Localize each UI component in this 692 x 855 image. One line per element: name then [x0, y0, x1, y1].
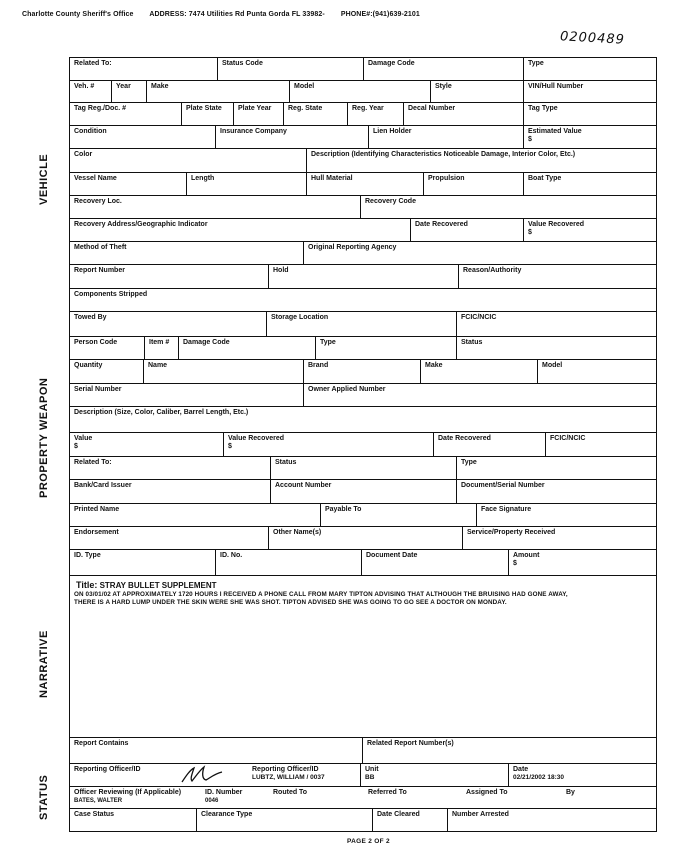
property-fcic-ncic-field[interactable]: FCIC/NCIC	[545, 433, 656, 456]
officer-reviewing-label: Officer Reviewing (If Applicable)	[74, 789, 182, 796]
property-related-to-field[interactable]: Related To:	[74, 459, 112, 466]
property-row-1	[70, 337, 656, 360]
veh-vin-field[interactable]: VIN/Hull Number	[523, 81, 656, 102]
veh-model-field[interactable]: Model	[289, 81, 430, 102]
endorsement-field[interactable]: Endorsement	[74, 529, 119, 536]
assigned-to-field[interactable]: Assigned To	[466, 789, 508, 796]
estimated-value-currency: $	[528, 136, 532, 143]
vehicle-related-to-field[interactable]: Related To:	[74, 60, 112, 67]
date-field[interactable]	[508, 764, 656, 786]
reason-authority-field[interactable]: Reason/Authority	[458, 265, 656, 288]
report-number-field[interactable]: Report Number	[74, 267, 125, 274]
plate-state-field[interactable]: Plate State	[181, 103, 233, 125]
hold-field[interactable]: Hold	[268, 265, 458, 288]
status-row-2	[70, 764, 656, 787]
routed-to-field[interactable]: Routed To	[273, 789, 308, 796]
vehicle-row-8	[70, 219, 656, 242]
amount-label: Amount	[513, 552, 540, 559]
vehicle-fcic-ncic-field[interactable]: FCIC/NCIC	[456, 312, 656, 336]
reg-state-field[interactable]: Reg. State	[283, 103, 347, 125]
property-value-recovered-label: Value Recovered	[228, 435, 285, 442]
agency-phone: PHONE#:(941)639-2101	[340, 11, 420, 18]
value-recovered-currency: $	[528, 229, 532, 236]
status-row-3	[70, 787, 656, 809]
estimated-value-label: Estimated Value	[528, 128, 582, 135]
vehicle-row-4	[70, 126, 656, 149]
vehicle-row-2	[70, 81, 656, 103]
narrative-text	[74, 591, 649, 607]
vehicle-description-field[interactable]: Description (Identifying Characteristics Noticeable Damage, Interior Color, Etc.)	[306, 149, 656, 172]
property-row-2	[70, 360, 656, 384]
officer-reviewing-value: BATES, WALTER	[74, 798, 123, 804]
account-number-field[interactable]: Account Number	[270, 480, 456, 503]
vehicle-row-7	[70, 196, 656, 219]
value-recovered-field[interactable]	[523, 219, 656, 241]
id-number-value: 0046	[205, 798, 219, 804]
vehicle-row-1	[70, 58, 656, 81]
page-header	[22, 11, 434, 18]
payable-to-field[interactable]: Payable To	[320, 504, 476, 526]
vehicle-row-5	[70, 149, 656, 173]
vehicle-row-9	[70, 242, 656, 265]
value-recovered-label: Value Recovered	[528, 221, 585, 228]
unit-label: Unit	[365, 766, 379, 773]
property-row-10	[70, 550, 656, 576]
reporting-officer-value: LUBTZ, WILLIAM / 0037	[252, 774, 325, 781]
property-row-4	[70, 407, 656, 433]
status-row-4	[70, 809, 656, 831]
boat-type-field[interactable]: Boat Type	[523, 173, 656, 195]
storage-location-field[interactable]: Storage Location	[266, 312, 456, 336]
vessel-name-field[interactable]: Vessel Name	[74, 175, 117, 182]
date-cleared-field[interactable]: Date Cleared	[372, 809, 447, 831]
property-type-field[interactable]: Type	[315, 337, 456, 359]
vehicle-damage-code-field[interactable]: Damage Code	[363, 58, 523, 80]
vehicle-row-6	[70, 173, 656, 196]
tag-reg-field[interactable]: Tag Reg./Doc. #	[74, 105, 126, 112]
vehicle-row-3	[70, 103, 656, 126]
original-reporting-agency-field[interactable]: Original Reporting Agency	[303, 242, 656, 264]
property-name-field[interactable]: Name	[143, 360, 303, 383]
id-number-label: ID. Number	[205, 789, 243, 796]
propulsion-field[interactable]: Propulsion	[423, 173, 523, 195]
vehicle-row-11	[70, 289, 656, 312]
face-signature-field[interactable]: Face Signature	[476, 504, 656, 526]
by-field[interactable]: By	[566, 789, 575, 796]
property-description-field[interactable]: Description (Size, Color, Caliber, Barrel Length, Etc.)	[74, 409, 249, 416]
vehicle-row-10	[70, 265, 656, 289]
length-field[interactable]: Length	[186, 173, 306, 195]
property-value-label: Value	[74, 435, 93, 442]
vehicle-type-field[interactable]: Type	[523, 58, 656, 80]
other-names-field[interactable]: Other Name(s)	[268, 527, 462, 549]
brand-field[interactable]: Brand	[303, 360, 420, 383]
recovery-loc-field[interactable]: Recovery Loc.	[74, 198, 122, 205]
plate-year-field[interactable]: Plate Year	[233, 103, 283, 125]
estimated-value-field[interactable]	[523, 126, 656, 148]
report-contains-field[interactable]: Report Contains	[74, 740, 129, 747]
insurance-company-field[interactable]: Insurance Company	[215, 126, 368, 148]
status-row-1	[70, 738, 656, 764]
property-type2-field[interactable]: Type	[456, 457, 656, 479]
veh-make-field[interactable]: Make	[146, 81, 289, 102]
towed-by-field[interactable]: Towed By	[74, 314, 107, 321]
service-property-received-field[interactable]: Service/Property Received	[462, 527, 656, 549]
narrative-line-2: THERE IS A HARD LUMP UNDER THE SKIN WERE SHE WAS SHOT. TIPTON ADVISED SHE WAS GOING TO GO SEE A DOCTOR ON MONDAY.	[74, 599, 507, 606]
officer-reviewing-field[interactable]	[70, 787, 196, 808]
reporting-officer-label: Reporting Officer/ID	[74, 766, 141, 773]
section-label-property-weapon: PROPERTY WEAPON	[38, 377, 50, 498]
hull-material-field[interactable]: Hull Material	[306, 173, 423, 195]
narrative-title-text: STRAY BULLET SUPPLEMENT	[99, 581, 217, 590]
property-value-field[interactable]	[70, 433, 223, 456]
quantity-field[interactable]: Quantity	[74, 362, 103, 369]
page-number: PAGE 2 OF 2	[347, 838, 390, 845]
owner-applied-number-field[interactable]: Owner Applied Number	[303, 384, 656, 406]
recovery-address-field[interactable]: Recovery Address/Geographic Indicator	[74, 221, 208, 228]
components-stripped-field[interactable]: Components Stripped	[74, 291, 148, 298]
veh-year-field[interactable]: Year	[111, 81, 146, 102]
date-value: 02/21/2002 18:30	[513, 774, 564, 781]
document-date-field[interactable]: Document Date	[361, 550, 508, 575]
bank-card-issuer-field[interactable]: Bank/Card Issuer	[74, 482, 132, 489]
unit-value: BB	[365, 774, 375, 781]
property-make-field[interactable]: Make	[420, 360, 537, 383]
case-status-field[interactable]: Case Status	[74, 811, 115, 818]
property-row-8	[70, 504, 656, 527]
reg-year-field[interactable]: Reg. Year	[347, 103, 403, 125]
serial-number-field[interactable]: Serial Number	[74, 386, 122, 393]
document-serial-field[interactable]: Document/Serial Number	[456, 480, 656, 503]
section-label-status: STATUS	[38, 774, 50, 820]
property-value-recovered-field[interactable]	[223, 433, 433, 456]
decal-number-field[interactable]: Decal Number	[403, 103, 523, 125]
id-type-field[interactable]: ID. Type	[74, 552, 101, 559]
property-damage-code-field[interactable]: Damage Code	[178, 337, 315, 359]
narrative-title	[76, 580, 216, 590]
section-label-vehicle: VEHICLE	[38, 153, 50, 205]
unit-field[interactable]	[360, 764, 508, 786]
lien-holder-field[interactable]: Lien Holder	[368, 126, 523, 148]
related-report-numbers-field[interactable]: Related Report Number(s)	[362, 738, 656, 763]
officer-signature	[180, 764, 226, 786]
id-number-field[interactable]	[201, 787, 269, 808]
reporting-officer-label-2: Reporting Officer/ID LUBTZ, WILLIAM / 0037	[248, 764, 360, 786]
amount-field[interactable]	[508, 550, 656, 575]
vehicle-status-code-field[interactable]: Status Code	[217, 58, 363, 80]
property-row-5	[70, 433, 656, 457]
property-model-field[interactable]: Model	[537, 360, 656, 383]
referred-to-field[interactable]: Referred To	[368, 789, 407, 796]
property-value-currency: $	[74, 443, 78, 450]
property-date-recovered-field[interactable]: Date Recovered	[433, 433, 545, 456]
veh-number-field[interactable]: Veh. #	[74, 83, 95, 90]
narrative-box[interactable]	[70, 576, 656, 738]
property-row-3	[70, 384, 656, 407]
tag-type-field[interactable]: Tag Type	[523, 103, 656, 125]
person-code-field[interactable]: Person Code	[74, 339, 118, 346]
handwritten-report-number: 0200489	[559, 29, 626, 48]
agency-name: Charlotte County Sheriff's Office	[22, 11, 134, 18]
property-status-field[interactable]: Status	[456, 337, 656, 359]
amount-currency: $	[513, 560, 517, 567]
property-row-7	[70, 480, 656, 504]
clearance-type-field[interactable]: Clearance Type	[196, 809, 372, 831]
narrative-line-1: ON 03/01/02 AT APPROXIMATELY 1720 HOURS I RECEIVED A PHONE CALL FROM MARY TIPTON ADVISING THAT ALTHOUGH THE BRUISING HAD GONE AWAY,	[74, 591, 568, 598]
printed-name-field[interactable]: Printed Name	[74, 506, 120, 513]
narrative-title-label: Title:	[76, 580, 98, 590]
recovery-code-field[interactable]: Recovery Code	[360, 196, 656, 218]
report-form	[69, 57, 657, 832]
property-row-6	[70, 457, 656, 480]
color-field[interactable]: Color	[74, 151, 93, 158]
number-arrested-field[interactable]: Number Arrested	[447, 809, 656, 831]
property-value-recovered-currency: $	[228, 443, 232, 450]
vehicle-row-12	[70, 312, 656, 337]
agency-address: ADDRESS: 7474 Utilities Rd Punta Gorda FL 33982-	[149, 11, 325, 18]
section-label-narrative: NARRATIVE	[38, 630, 50, 698]
method-of-theft-field[interactable]: Method of Theft	[74, 244, 127, 251]
property-status2-field[interactable]: Status	[270, 457, 456, 479]
id-no-field[interactable]: ID. No.	[215, 550, 361, 575]
veh-style-field[interactable]: Style	[430, 81, 523, 102]
date-label: Date	[513, 766, 529, 773]
property-row-9	[70, 527, 656, 550]
date-recovered-field[interactable]: Date Recovered	[410, 219, 523, 241]
condition-field[interactable]: Condition	[74, 128, 107, 135]
item-number-field[interactable]: Item #	[144, 337, 178, 359]
